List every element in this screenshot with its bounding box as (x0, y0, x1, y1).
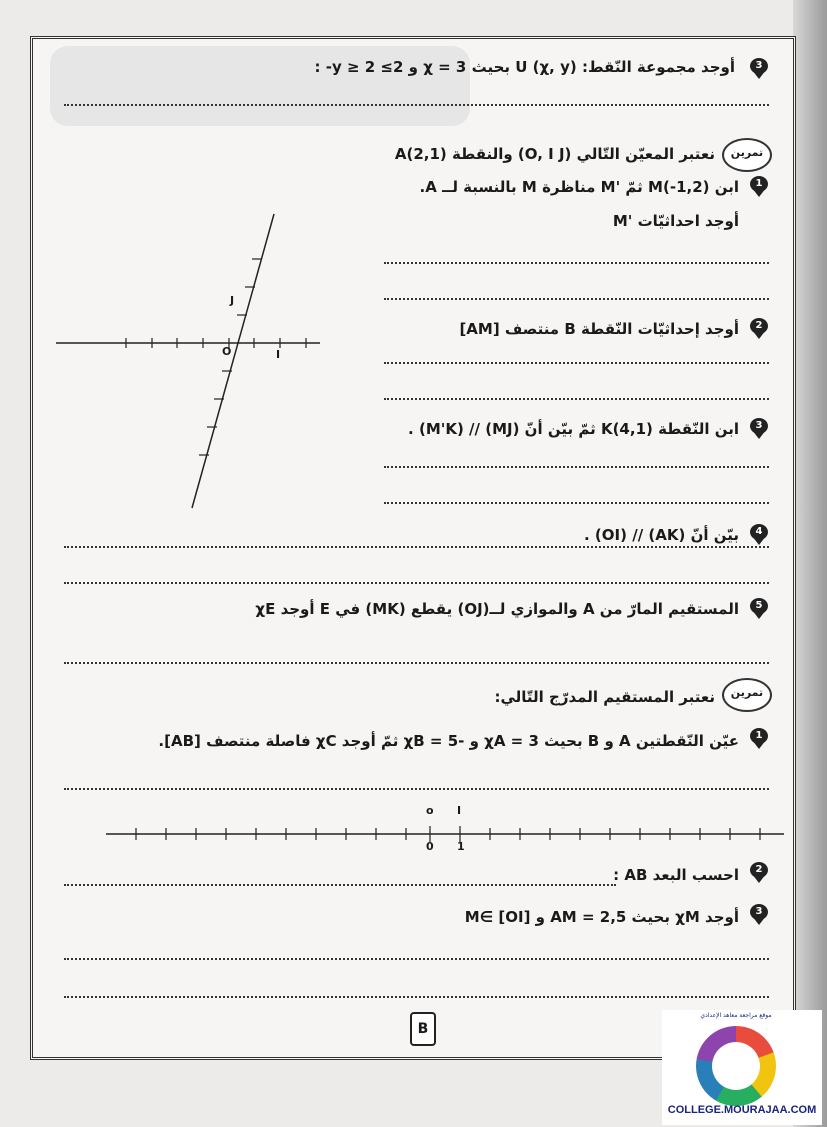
answer-line (384, 398, 769, 400)
origin-label: O (222, 345, 232, 358)
logo-arc-text: موقع مراجعة معاهد الإعدادي (700, 1012, 772, 1019)
question-arrow-icon: 5 (748, 598, 770, 620)
header-question: أوجد مجموعة النّقط: U (χ, y) بحيث 3 = χ و 2≥ y ≥ 2- : (314, 58, 735, 76)
ex2-q2: احسب البعد AB : (613, 866, 739, 884)
point-i-label: I (276, 348, 281, 361)
answer-line (64, 958, 769, 960)
logo-inner-circle (712, 1042, 760, 1090)
question-arrow-icon: 3 (748, 58, 770, 80)
question-arrow-icon: 1 (748, 176, 770, 198)
ex2-q3: أوجد χM بحيث AM = 2,5 و M∈ [OI] (464, 908, 739, 926)
ex1-q1b: أوجد احداثيّات 'M (612, 212, 739, 230)
question-arrow-icon: 2 (748, 862, 770, 884)
answer-line (64, 546, 769, 548)
question-arrow-icon: 3 (748, 904, 770, 926)
question-arrow-icon: 2 (748, 318, 770, 340)
page-footer-icon: B (410, 1012, 436, 1046)
logo-url-text: COLLEGE.MOURAJAA.COM (667, 1104, 817, 1116)
exercise-badge: تمرين (722, 678, 772, 712)
origin-label-bottom: 0 (426, 840, 434, 853)
exercise-badge: تمرين (722, 138, 772, 172)
question-arrow-icon: 3 (748, 418, 770, 440)
ex1-intro: نعتبر المعيّن التّالي (O, I J) والنقطة A(2,1) (394, 145, 715, 163)
question-arrow-icon: 4 (748, 524, 770, 546)
answer-line (384, 262, 769, 264)
ex2-intro: نعتبر المستقيم المدرّج التّالي: (494, 688, 715, 706)
answer-line (64, 884, 616, 886)
answer-line (384, 502, 769, 504)
ex1-q3: ابن النّقطة K(4,1) ثمّ بيّن أنّ (MJ) // (M'K) . (408, 420, 739, 438)
answer-line (384, 466, 769, 468)
ex1-q1a: ابن (1,2-)M ثمّ 'M مناظرة M بالنسبة لــ A. (419, 178, 739, 196)
answer-line (64, 662, 769, 664)
answer-line (64, 104, 769, 106)
ex1-q2: أوجد إحداثيّات النّقطة B منتصف [AM] (459, 320, 739, 338)
answer-line (384, 298, 769, 300)
question-arrow-icon: 1 (748, 728, 770, 750)
ex1-q5: المستقيم المارّ من A والموازي لــ(OJ) يقطع (MK) في E أوجد χE (255, 600, 739, 618)
origin-label-top: o (426, 804, 434, 817)
point-j-label: J (230, 294, 235, 307)
answer-line (384, 362, 769, 364)
unit-label-top: I (457, 804, 462, 817)
answer-line (64, 582, 769, 584)
page-edge-shadow (793, 0, 827, 1127)
answer-line (64, 788, 769, 790)
answer-line (64, 996, 769, 998)
graduated-line (100, 820, 790, 850)
y-axis (192, 214, 274, 508)
ex1-q4: بيّن أنّ (AK) // (OI) . (584, 526, 739, 544)
unit-label-bottom: 1 (457, 840, 465, 853)
ex2-q1: عيّن النّقطتين A و B بحيث 3 = χA و -5 = χB ثمّ أوجد χC فاصلة منتصف [AB]. (158, 732, 739, 750)
coordinate-system-graph (50, 210, 350, 520)
